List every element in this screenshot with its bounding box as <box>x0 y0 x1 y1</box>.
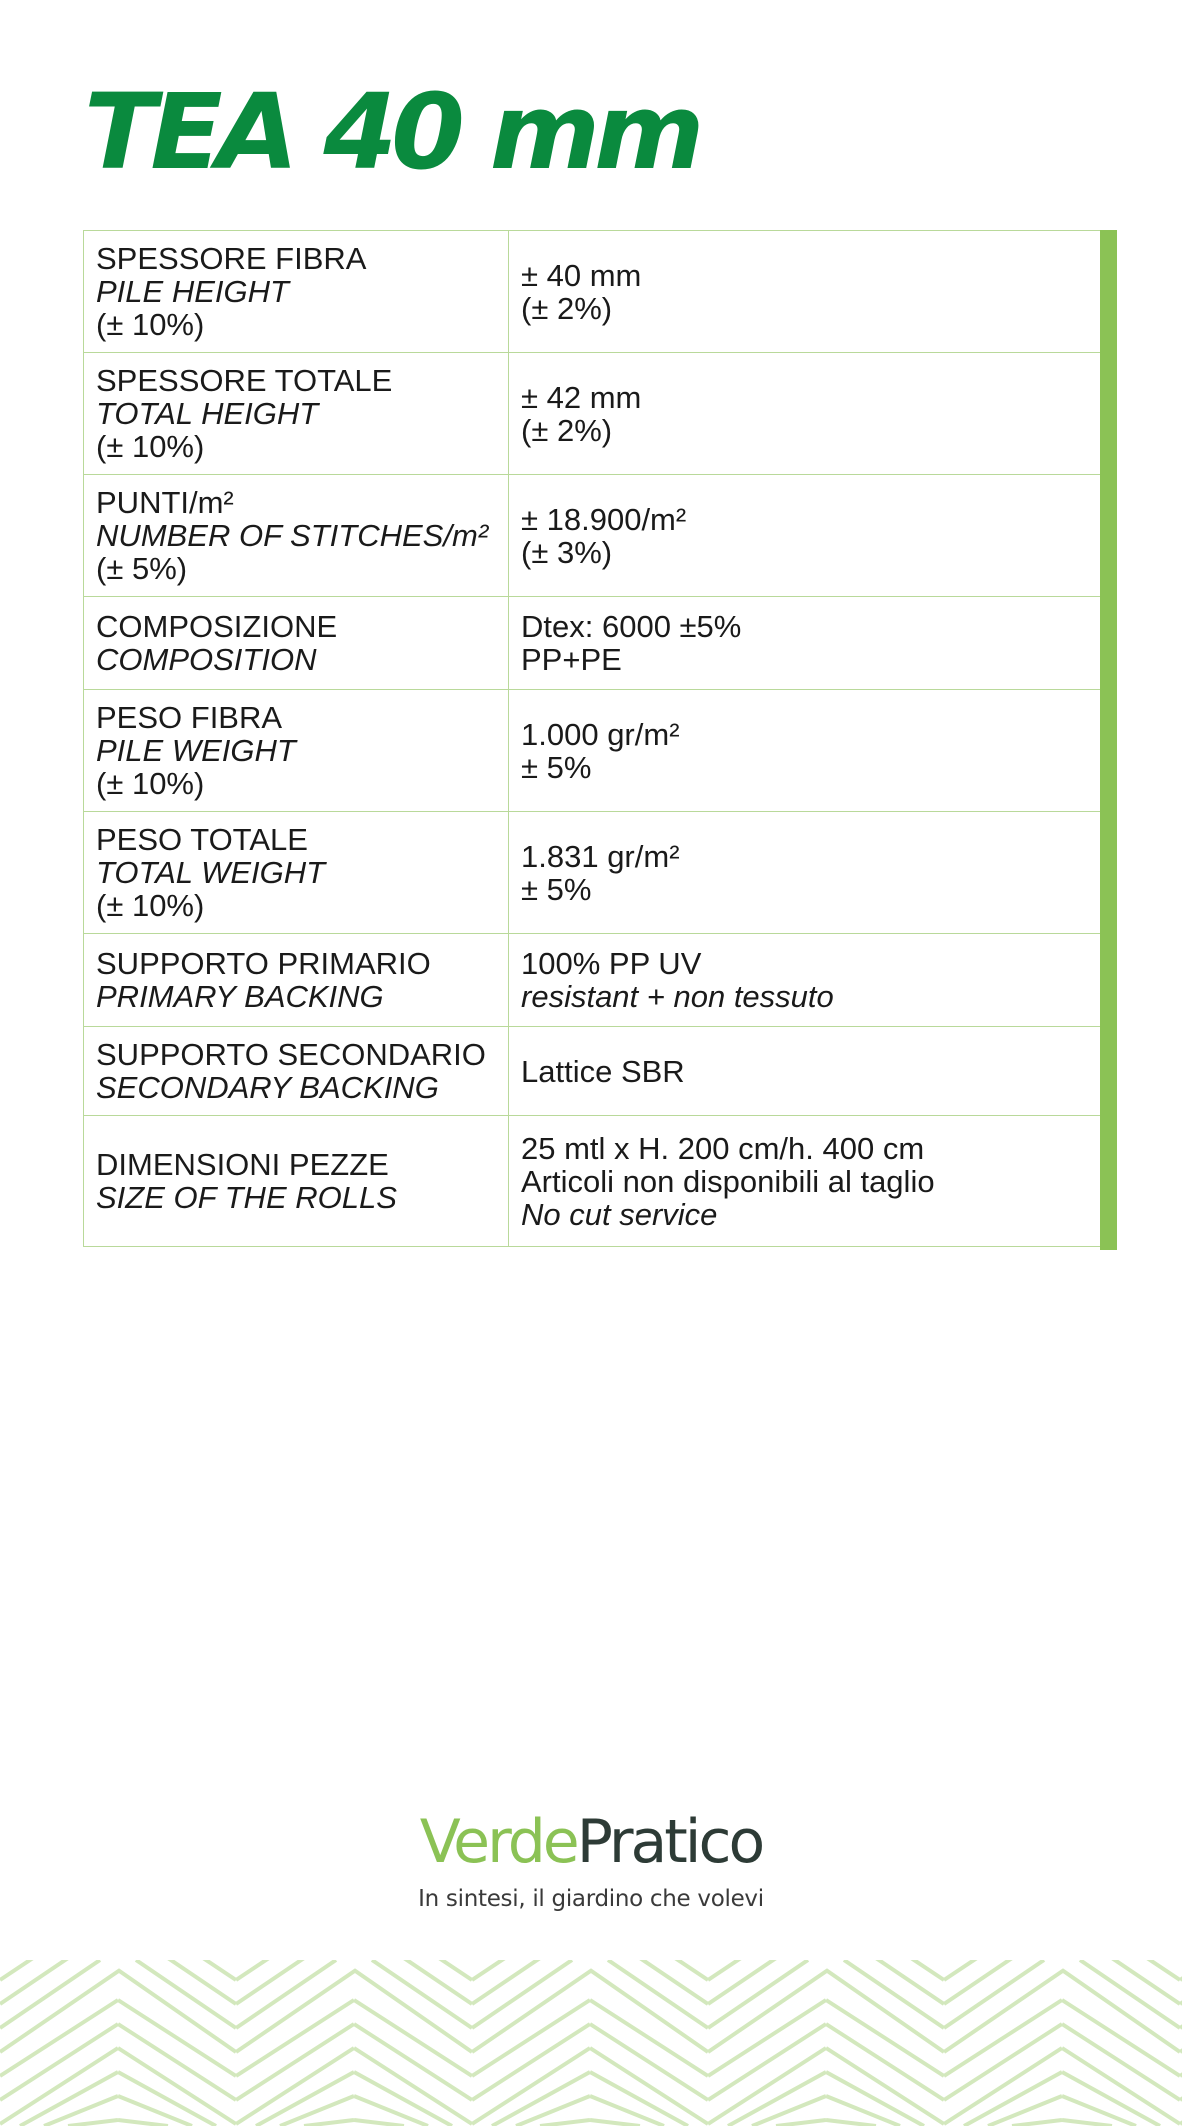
value-primary: 1.000 gr/m² <box>521 716 680 752</box>
label-tolerance: (± 10%) <box>96 429 205 464</box>
spec-label-cell <box>84 1027 509 1116</box>
value-primary: 25 mtl x H. 200 cm/h. 400 cm <box>521 1130 925 1166</box>
logo-word-verde: Verde <box>419 1807 577 1877</box>
value-tertiary: No cut service <box>521 1196 718 1232</box>
label-tolerance: (± 10%) <box>96 888 205 923</box>
spec-label-cell <box>84 812 509 934</box>
spec-value-cell <box>509 690 1114 812</box>
spec-value-cell <box>509 1116 1114 1247</box>
value-secondary: PP+PE <box>521 642 622 677</box>
decorative-pattern <box>0 1960 1182 2126</box>
label-it: PUNTI/m² <box>96 485 234 520</box>
spec-label-cell <box>84 934 509 1027</box>
spec-value-cell <box>509 231 1114 353</box>
value-primary: ± 18.900/m² <box>521 501 687 537</box>
value-secondary: resistant + non tessuto <box>521 979 834 1014</box>
label-tolerance: (± 5%) <box>96 551 188 586</box>
label-en: NUMBER OF STITCHES/m² <box>96 518 489 553</box>
label-en: PRIMARY BACKING <box>96 979 384 1014</box>
table-row <box>84 690 1114 812</box>
label-en: SECONDARY BACKING <box>96 1070 439 1105</box>
spec-label-cell <box>84 231 509 353</box>
label-en: PILE HEIGHT <box>96 274 289 309</box>
spec-value-cell <box>509 353 1114 475</box>
table-row <box>84 934 1114 1027</box>
value-primary: Dtex: 6000 ±5% <box>521 609 742 644</box>
label-en: PILE WEIGHT <box>96 733 296 768</box>
table-row <box>84 475 1114 597</box>
label-it: SUPPORTO PRIMARIO <box>96 946 431 981</box>
table-row <box>84 597 1114 690</box>
value-secondary: Articoli non disponibili al taglio <box>521 1163 935 1199</box>
spec-label-cell <box>84 353 509 475</box>
logo-word-pratico: Pratico <box>576 1807 763 1877</box>
spec-label-cell <box>84 597 509 690</box>
label-it: PESO TOTALE <box>96 822 308 857</box>
logo-wordmark <box>0 1807 1182 1877</box>
label-it: COMPOSIZIONE <box>96 609 338 644</box>
label-it: SUPPORTO SECONDARIO <box>96 1037 486 1072</box>
table-row <box>84 1116 1114 1247</box>
label-it: SPESSORE TOTALE <box>96 363 393 398</box>
spec-value-cell <box>509 934 1114 1027</box>
value-secondary: (± 2%) <box>521 290 613 326</box>
table-row <box>84 1027 1114 1116</box>
spec-value-cell <box>509 475 1114 597</box>
spec-value-cell <box>509 1027 1114 1116</box>
value-secondary: ± 5% <box>521 871 592 907</box>
logo-tagline: In sintesi, il giardino che volevi <box>418 1886 764 1912</box>
spec-value-cell <box>509 812 1114 934</box>
label-en: COMPOSITION <box>96 642 317 677</box>
value-primary: ± 42 mm <box>521 379 642 415</box>
page-title: TEA 40 mm <box>84 71 699 193</box>
table-row <box>84 812 1114 934</box>
label-en: SIZE OF THE ROLLS <box>96 1180 397 1215</box>
label-tolerance: (± 10%) <box>96 766 205 801</box>
value-primary: Lattice SBR <box>521 1053 685 1089</box>
label-it: DIMENSIONI PEZZE <box>96 1147 389 1182</box>
table-row <box>84 231 1114 353</box>
label-it: SPESSORE FIBRA <box>96 241 367 276</box>
value-primary: ± 40 mm <box>521 257 642 293</box>
label-en: TOTAL WEIGHT <box>96 855 326 890</box>
value-primary: 1.831 gr/m² <box>521 838 680 874</box>
value-secondary: (± 2%) <box>521 412 613 448</box>
value-secondary: (± 3%) <box>521 534 613 570</box>
spec-value-cell <box>509 597 1114 690</box>
spec-label-cell <box>84 690 509 812</box>
label-it: PESO FIBRA <box>96 700 283 735</box>
label-en: TOTAL HEIGHT <box>96 396 319 431</box>
spec-label-cell <box>84 475 509 597</box>
label-tolerance: (± 10%) <box>96 307 205 342</box>
accent-bar <box>1100 230 1117 1250</box>
value-secondary: ± 5% <box>521 749 592 785</box>
spec-table <box>83 230 1114 1247</box>
spec-label-cell <box>84 1116 509 1247</box>
brand-logo <box>0 1807 1182 1912</box>
value-primary: 100% PP UV <box>521 946 702 981</box>
table-row <box>84 353 1114 475</box>
